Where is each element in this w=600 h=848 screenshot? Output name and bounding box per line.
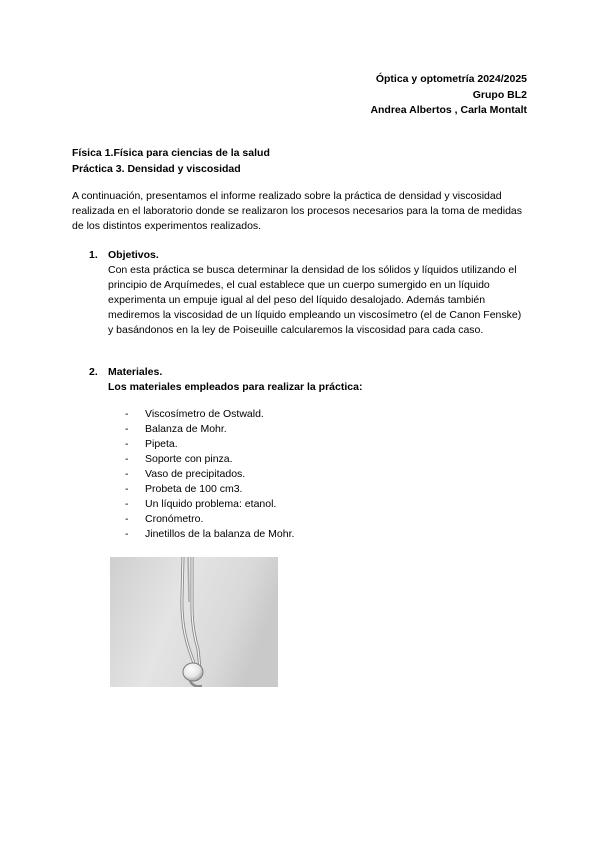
- section-number: 2.: [89, 366, 98, 378]
- authors-line: Andrea Albertos , Carla Montalt: [370, 104, 527, 116]
- materials-list: [125, 407, 294, 542]
- practice-title: Práctica 3. Densidad y viscosidad: [72, 163, 241, 175]
- document-titles: [72, 145, 270, 177]
- list-item: - Viscosímetro de Ostwald.: [125, 408, 264, 420]
- section-objectives: [89, 248, 529, 338]
- group-line: Grupo BL2: [472, 88, 527, 101]
- section-subtitle: Los materiales empleados para realizar la práctica:: [108, 381, 363, 393]
- section-title: Objetivos.: [108, 249, 159, 261]
- viscometer-photo: [110, 557, 278, 687]
- section-materials: [89, 365, 529, 395]
- list-item: - Cronómetro.: [125, 513, 204, 525]
- list-item: - Vaso de precipitados.: [125, 468, 246, 480]
- intro-paragraph: A continuación, presentamos el informe realizado sobre la práctica de densidad y viscosidad realizada en el laboratorio donde se realizaron los procesos necesarios para la toma de medidas de los distintos experimentos realizados.: [72, 190, 523, 232]
- list-item: - Balanza de Mohr.: [125, 423, 227, 435]
- section-number: 1.: [89, 249, 98, 261]
- section-title: Materiales.: [108, 366, 163, 378]
- list-item: - Pipeta.: [125, 438, 178, 450]
- course-line: Óptica y optometría 2024/2025: [375, 73, 527, 85]
- list-item: - Un líquido problema: etanol.: [125, 498, 277, 510]
- document-header: [370, 72, 527, 119]
- list-item: - Jinetillos de la balanza de Mohr.: [125, 528, 295, 540]
- list-item: - Soporte con pinza.: [125, 453, 233, 465]
- list-item: - Probeta de 100 cm3.: [125, 483, 243, 495]
- section-body: Con esta práctica se busca determinar la densidad de los sólidos y líquidos utilizando el principio de Arquímedes, el cual establece que un cuerpo sumergido en un líquido experimenta un empuje igual al del peso del líquido desalojado. Además también mediremos la viscosidad de un líquido empleando un viscosímetro (el de Canon Fenske) y basándonos en la ley de Poiseuille calcularemos la viscosidad para cada caso.: [108, 264, 522, 336]
- subject-title: Física 1.Física para ciencias de la salud: [72, 147, 270, 159]
